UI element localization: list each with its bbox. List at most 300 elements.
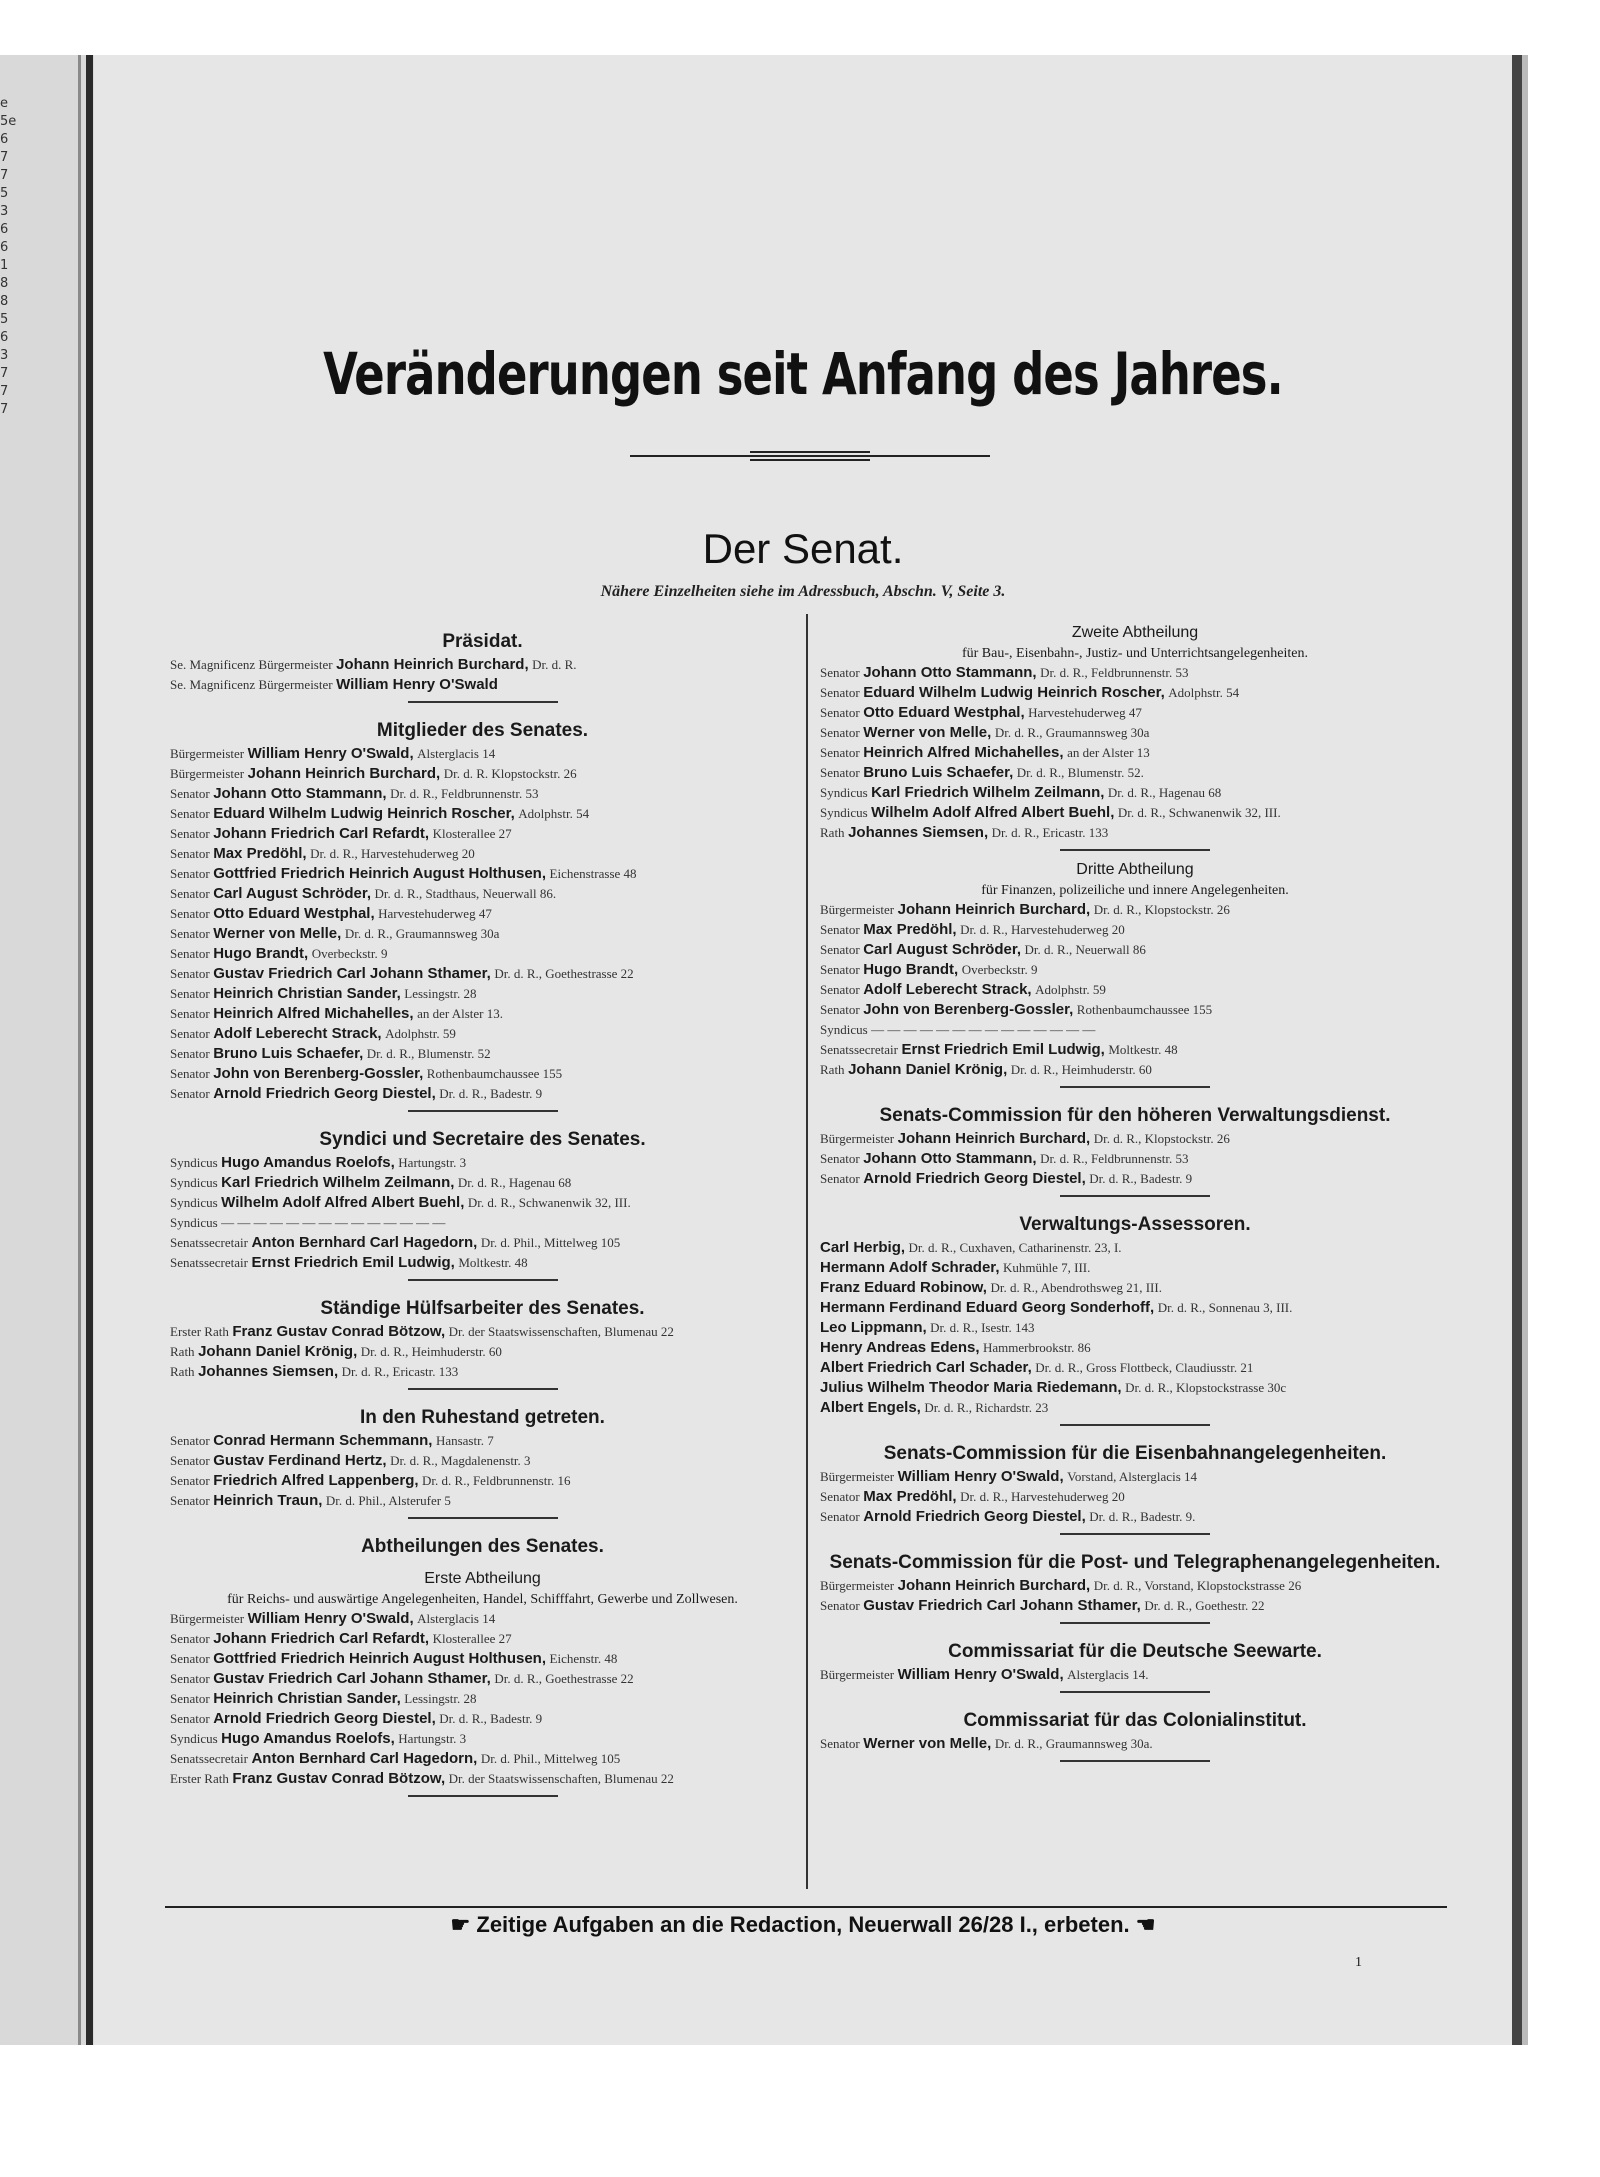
margin-number: 3 bbox=[0, 204, 9, 219]
entry-name: Gustav Friedrich Carl Johann Sthamer, bbox=[213, 965, 491, 982]
entry-detail: Alsterglacis 14. bbox=[1067, 1667, 1149, 1682]
entry-role: Syndicus bbox=[170, 1731, 218, 1746]
entry-name: Johann Heinrich Burchard, bbox=[897, 1130, 1091, 1147]
section-rule bbox=[1060, 1424, 1210, 1426]
entry-role: Senator bbox=[170, 966, 210, 981]
entry-detail: Dr. d. R., Ericastr. 133 bbox=[341, 1364, 459, 1379]
margin-number: 6 bbox=[0, 330, 9, 345]
directory-entry bbox=[170, 1629, 795, 1649]
directory-entry bbox=[820, 1734, 1450, 1754]
margin-number: 1 bbox=[0, 258, 9, 273]
directory-entry bbox=[170, 944, 795, 964]
entry-name: Ernst Friedrich Emil Ludwig, bbox=[251, 1254, 455, 1271]
entry-name: Johann Friedrich Carl Refardt, bbox=[213, 825, 430, 842]
entry-role: Senatssecretair bbox=[170, 1255, 248, 1270]
entry-name: Johann Otto Stammann, bbox=[213, 785, 387, 802]
entry-role: Rath bbox=[170, 1344, 195, 1359]
directory-entry bbox=[170, 675, 795, 695]
entry-detail: Dr. d. R., Graumannsweg 30a bbox=[994, 725, 1150, 740]
directory-entry bbox=[170, 1729, 795, 1749]
entry-detail: Dr. d. Phil., Mittelweg 105 bbox=[480, 1235, 621, 1250]
entry-role: Senator bbox=[170, 946, 210, 961]
entry-detail: Dr. d. R., Heimhuderstr. 60 bbox=[1010, 1062, 1152, 1077]
directory-entry bbox=[820, 1060, 1450, 1080]
entry-detail: Adolphstr. 59 bbox=[385, 1026, 456, 1041]
section-heading: Mitglieder des Senates. bbox=[376, 720, 589, 741]
margin-number: 3 bbox=[0, 348, 9, 363]
entry-name: Gustav Ferdinand Hertz, bbox=[213, 1452, 387, 1469]
entry-detail: Dr. d. R., Vorstand, Klopstockstrasse 26 bbox=[1093, 1578, 1302, 1593]
directory-entry bbox=[170, 1322, 795, 1342]
entry-detail: Dr. d. R., Isestr. 143 bbox=[930, 1320, 1035, 1335]
directory-entry bbox=[820, 763, 1450, 783]
entry-name: Carl Herbig, bbox=[820, 1239, 906, 1256]
entry-role: Senator bbox=[170, 846, 210, 861]
entry-name: Hugo Brandt, bbox=[863, 961, 959, 978]
margin-number: 6 bbox=[0, 240, 9, 255]
directory-entry bbox=[170, 1749, 795, 1769]
entry-role: Senator bbox=[820, 922, 860, 937]
entry-name: Johannes Siemsen, bbox=[198, 1363, 339, 1380]
entry-role: Bürgermeister bbox=[820, 1469, 895, 1484]
entry-role: Erster Rath bbox=[170, 1771, 229, 1786]
entry-role: Senator bbox=[170, 806, 210, 821]
entry-role: Senator bbox=[170, 826, 210, 841]
entry-detail: Hammerbrookstr. 86 bbox=[983, 1340, 1091, 1355]
section-rule bbox=[1060, 1691, 1210, 1693]
entry-role: Bürgermeister bbox=[820, 902, 895, 917]
entry-detail: Dr. d. R. Klopstockstr. 26 bbox=[443, 766, 577, 781]
entry-detail: Overbeckstr. 9 bbox=[311, 946, 388, 961]
entry-name: William Henry O'Swald, bbox=[897, 1666, 1064, 1683]
entry-role: Senator bbox=[820, 942, 860, 957]
ornament-rule-lower bbox=[750, 459, 870, 461]
entry-detail: Dr. d. R., Stadthaus, Neuerwall 86. bbox=[374, 886, 557, 901]
directory-entry bbox=[820, 1258, 1450, 1278]
entry-detail: Dr. d. R., Sonnenau 3, III. bbox=[1157, 1300, 1293, 1315]
entry-role: Senator bbox=[820, 1489, 860, 1504]
directory-entry bbox=[170, 1084, 795, 1104]
entry-detail: Dr. d. R., Feldbrunnenstr. 16 bbox=[422, 1473, 571, 1488]
section-description: für Reichs- und auswärtige Angelegenheiten, Handel, Schifffahrt, Gewerbe und Zollwesen. bbox=[227, 1592, 738, 1607]
directory-entry bbox=[170, 1193, 795, 1213]
entry-name: Max Predöhl, bbox=[863, 1488, 957, 1505]
directory-entry bbox=[820, 1378, 1450, 1398]
entry-detail: Adolphstr. 54 bbox=[1168, 685, 1240, 700]
directory-entry bbox=[170, 744, 795, 764]
margin-number: e bbox=[0, 96, 8, 111]
entry-role: Senator bbox=[170, 1453, 210, 1468]
directory-entry bbox=[820, 900, 1450, 920]
entry-detail: Dr. d. R., Schwanenwik 32, III. bbox=[467, 1195, 631, 1210]
directory-entry bbox=[170, 1491, 795, 1511]
entry-detail: Dr. d. R., Feldbrunnenstr. 53 bbox=[390, 786, 539, 801]
directory-entry bbox=[820, 823, 1450, 843]
entry-name: William Henry O'Swald, bbox=[247, 745, 414, 762]
section-heading: Abtheilungen des Senates. bbox=[361, 1536, 604, 1557]
entry-name: Friedrich Alfred Lappenberg, bbox=[213, 1472, 419, 1489]
section-rule bbox=[1060, 1086, 1210, 1088]
senat-heading: Der Senat. bbox=[702, 525, 904, 572]
entry-detail: Dr. d. R., Ericastr. 133 bbox=[991, 825, 1109, 840]
entry-name: Werner von Melle, bbox=[863, 724, 992, 741]
entry-name: William Henry O'Swald, bbox=[247, 1610, 414, 1627]
entry-name: Leo Lippmann, bbox=[820, 1319, 927, 1336]
entry-role: Senatssecretair bbox=[170, 1751, 248, 1766]
directory-entry bbox=[820, 803, 1450, 823]
entry-name: Johann Heinrich Burchard, bbox=[336, 656, 529, 673]
entry-name: John von Berenberg-Gossler, bbox=[213, 1065, 424, 1082]
entry-name: Albert Friedrich Carl Schader, bbox=[820, 1359, 1032, 1376]
entry-role: Senator bbox=[170, 1651, 210, 1666]
entry-name: Conrad Hermann Schemmann, bbox=[213, 1432, 433, 1449]
entry-role: Senator bbox=[170, 886, 210, 901]
entry-name: Johann Otto Stammann, bbox=[863, 664, 1037, 681]
entry-name: Max Predöhl, bbox=[863, 921, 957, 938]
entry-name: Werner von Melle, bbox=[863, 1735, 992, 1752]
entry-role: Bürgermeister bbox=[820, 1131, 895, 1146]
entry-role: Senator bbox=[820, 1509, 860, 1524]
directory-entry bbox=[170, 1709, 795, 1729]
entry-detail: Dr. d. R. bbox=[532, 657, 577, 672]
directory-entry bbox=[170, 924, 795, 944]
entry-name: Johann Heinrich Burchard, bbox=[247, 765, 441, 782]
entry-role: Senator bbox=[820, 705, 860, 720]
entry-role: Erster Rath bbox=[170, 1324, 229, 1339]
pointing-hand-icon: ☛ bbox=[450, 1912, 471, 1937]
entry-role: Bürgermeister bbox=[170, 1611, 245, 1626]
margin-number: 6 bbox=[0, 132, 9, 147]
entry-detail: Dr. d. Phil., Alsterufer 5 bbox=[325, 1493, 451, 1508]
entry-role: Senator bbox=[820, 725, 860, 740]
entry-detail: Dr. d. R., Harvestehuderweg 20 bbox=[960, 1489, 1125, 1504]
directory-entry bbox=[820, 1169, 1450, 1189]
entry-role: Rath bbox=[820, 825, 845, 840]
directory-entry bbox=[820, 1576, 1450, 1596]
entry-detail: Dr. d. R., Badestr. 9 bbox=[439, 1086, 543, 1101]
entry-detail: Dr. d. R., Abendrothsweg 21, III. bbox=[990, 1280, 1162, 1295]
section-rule bbox=[408, 1110, 558, 1112]
entry-detail: Dr. d. R., Klopstockstrasse 30c bbox=[1125, 1380, 1287, 1395]
page-edge-shadow bbox=[1522, 55, 1528, 2045]
directory-entry bbox=[820, 920, 1450, 940]
section-rule bbox=[1060, 849, 1210, 851]
entry-detail: Dr. d. R., Klopstockstr. 26 bbox=[1093, 1131, 1230, 1146]
directory-entry bbox=[170, 1471, 795, 1491]
margin-number: 8 bbox=[0, 294, 9, 309]
entry-detail: Eichenstrasse 48 bbox=[549, 866, 637, 881]
entry-detail: Dr. d. R., Badestr. 9 bbox=[439, 1711, 543, 1726]
entry-role: Syndicus bbox=[170, 1175, 218, 1190]
entry-name: Hermann Ferdinand Eduard Georg Sonderhoff, bbox=[820, 1299, 1155, 1316]
entry-detail: Dr. d. R., Harvestehuderweg 20 bbox=[960, 922, 1125, 937]
directory-entry bbox=[820, 960, 1450, 980]
entry-detail: Dr. d. R., Harvestehuderweg 20 bbox=[310, 846, 475, 861]
entry-name: Werner von Melle, bbox=[213, 925, 342, 942]
directory-entry bbox=[170, 1362, 795, 1382]
directory-entry bbox=[820, 1298, 1450, 1318]
directory-entry bbox=[170, 984, 795, 1004]
entry-role: Senator bbox=[170, 906, 210, 921]
entry-detail: Dr. d. R., Graumannsweg 30a bbox=[344, 926, 500, 941]
entry-name: Johann Otto Stammann, bbox=[863, 1150, 1037, 1167]
page-title: Veränderungen seit Anfang des Jahres. bbox=[323, 340, 1283, 408]
entry-detail: Vorstand, Alsterglacis 14 bbox=[1067, 1469, 1197, 1484]
directory-entry bbox=[170, 1431, 795, 1451]
entry-name: Johannes Siemsen, bbox=[848, 824, 989, 841]
entry-name: Gustav Friedrich Carl Johann Sthamer, bbox=[213, 1670, 491, 1687]
entry-detail: Dr. d. R., Goethestrasse 22 bbox=[494, 1671, 634, 1686]
entry-detail: Dr. d. R., Neuerwall 86 bbox=[1024, 942, 1146, 957]
directory-entry bbox=[170, 1004, 795, 1024]
directory-entry bbox=[170, 1153, 795, 1173]
entry-role: Senatssecretair bbox=[170, 1235, 248, 1250]
entry-name: Johann Daniel Krönig, bbox=[198, 1343, 358, 1360]
directory-entry bbox=[820, 1278, 1450, 1298]
entry-detail: Dr. d. R., Heimhuderstr. 60 bbox=[360, 1344, 502, 1359]
entry-role: Senator bbox=[170, 1631, 210, 1646]
entry-role: Senator bbox=[170, 926, 210, 941]
entry-role: Syndicus bbox=[820, 1022, 868, 1037]
margin-number: 8 bbox=[0, 276, 9, 291]
directory-entry bbox=[820, 1338, 1450, 1358]
section-rule bbox=[408, 1795, 558, 1797]
entry-detail: Adolphstr. 59 bbox=[1035, 982, 1106, 997]
stray-mark: 1 bbox=[1355, 1955, 1362, 1970]
section-subheading: Erste Abtheilung bbox=[424, 1570, 541, 1587]
entry-name: Albert Engels, bbox=[820, 1399, 921, 1416]
entry-name: Adolf Leberecht Strack, bbox=[863, 981, 1032, 998]
book-spine-line bbox=[78, 55, 81, 2045]
directory-entry bbox=[820, 1358, 1450, 1378]
entry-name: Hugo Amandus Roelofs, bbox=[221, 1154, 395, 1171]
entry-name: Arnold Friedrich Georg Diestel, bbox=[863, 1170, 1086, 1187]
entry-name: Heinrich Alfred Michahelles, bbox=[213, 1005, 414, 1022]
entry-name: Heinrich Christian Sander, bbox=[213, 1690, 401, 1707]
section-heading: Syndici und Secretaire des Senates. bbox=[319, 1129, 646, 1150]
directory-entry bbox=[170, 1649, 795, 1669]
entry-detail: Rothenbaumchaussee 155 bbox=[1076, 1002, 1213, 1017]
left-column bbox=[170, 614, 795, 1801]
entry-detail: Alsterglacis 14 bbox=[417, 746, 496, 761]
section-heading: In den Ruhestand getreten. bbox=[360, 1407, 605, 1428]
entry-role: Senator bbox=[820, 1151, 860, 1166]
directory-entry bbox=[170, 764, 795, 784]
entry-detail: Dr. d. R., Badestr. 9 bbox=[1089, 1171, 1193, 1186]
entry-name: William Henry O'Swald bbox=[336, 676, 498, 693]
entry-role: Syndicus bbox=[170, 1195, 218, 1210]
directory-entry bbox=[820, 980, 1450, 1000]
entry-role: Senator bbox=[170, 1086, 210, 1101]
entry-detail: Dr. d. R., Richardstr. 23 bbox=[924, 1400, 1049, 1415]
entry-role: Senator bbox=[820, 962, 860, 977]
entry-name: Johann Daniel Krönig, bbox=[848, 1061, 1008, 1078]
entry-role: Senator bbox=[170, 1066, 210, 1081]
entry-role: Bürgermeister bbox=[170, 766, 245, 781]
entry-detail: Hartungstr. 3 bbox=[398, 1731, 467, 1746]
entry-role: Senator bbox=[170, 986, 210, 1001]
section-description: für Finanzen, polizeiliche und innere Angelegenheiten. bbox=[981, 883, 1289, 898]
entry-detail: Klosterallee 27 bbox=[432, 826, 512, 841]
directory-entry bbox=[820, 1596, 1450, 1616]
entry-role: Bürgermeister bbox=[170, 746, 245, 761]
directory-entry bbox=[820, 1507, 1450, 1527]
adjacent-page-margin bbox=[0, 95, 16, 419]
entry-detail: — — — — — — — — — — — — — — bbox=[871, 1022, 1096, 1037]
entry-name: Julius Wilhelm Theodor Maria Riedemann, bbox=[820, 1379, 1122, 1396]
entry-name: William Henry O'Swald, bbox=[897, 1468, 1064, 1485]
entry-detail: Dr. d. R., Graumannsweg 30a. bbox=[994, 1736, 1153, 1751]
entry-detail: Dr. d. R., Feldbrunnenstr. 53 bbox=[1040, 1151, 1189, 1166]
entry-name: Ernst Friedrich Emil Ludwig, bbox=[901, 1041, 1105, 1058]
entry-detail: Harvestehuderweg 47 bbox=[378, 906, 492, 921]
entry-name: Karl Friedrich Wilhelm Zeilmann, bbox=[221, 1174, 455, 1191]
section-rule bbox=[408, 1517, 558, 1519]
entry-detail: Dr. d. R., Badestr. 9. bbox=[1089, 1509, 1196, 1524]
section-rule bbox=[1060, 1760, 1210, 1762]
entry-name: Gustav Friedrich Carl Johann Sthamer, bbox=[863, 1597, 1141, 1614]
entry-detail: Hartungstr. 3 bbox=[398, 1155, 467, 1170]
entry-detail: Dr. d. R., Klopstockstr. 26 bbox=[1093, 902, 1230, 917]
entry-role: Senator bbox=[170, 1691, 210, 1706]
entry-detail: Dr. d. R., Blumenstr. 52 bbox=[366, 1046, 491, 1061]
entry-name: Carl August Schröder, bbox=[863, 941, 1022, 958]
entry-detail: an der Alster 13 bbox=[1067, 745, 1150, 760]
entry-role: Senator bbox=[820, 665, 860, 680]
entry-detail: Overbeckstr. 9 bbox=[961, 962, 1038, 977]
directory-entry bbox=[820, 1467, 1450, 1487]
entry-role: Senator bbox=[820, 1171, 860, 1186]
entry-name: Franz Gustav Conrad Bötzow, bbox=[232, 1323, 446, 1340]
entry-detail: Dr. d. R., Goethestr. 22 bbox=[1144, 1598, 1265, 1613]
section-heading: Commissariat für das Colonialinstitut. bbox=[963, 1710, 1307, 1731]
entry-name: Arnold Friedrich Georg Diestel, bbox=[863, 1508, 1086, 1525]
entry-role: Senator bbox=[170, 786, 210, 801]
footer-note bbox=[94, 1912, 1512, 1938]
entry-name: Arnold Friedrich Georg Diestel, bbox=[213, 1085, 436, 1102]
directory-entry bbox=[170, 1769, 795, 1789]
entry-detail: Dr. d. R., Goethestrasse 22 bbox=[494, 966, 634, 981]
directory-entry bbox=[170, 1024, 795, 1044]
entry-name: Henry Andreas Edens, bbox=[820, 1339, 980, 1356]
entry-name: Gottfried Friedrich Heinrich August Holthusen, bbox=[213, 865, 547, 882]
section-heading: Senats-Commission für die Post- und Telegraphenangelegenheiten. bbox=[829, 1552, 1441, 1573]
entry-role: Syndicus bbox=[820, 785, 868, 800]
entry-detail: Kuhmühle 7, III. bbox=[1003, 1260, 1091, 1275]
section-subheading: Zweite Abtheilung bbox=[1071, 624, 1199, 641]
entry-name: Anton Bernhard Carl Hagedorn, bbox=[251, 1750, 478, 1767]
entry-role: Senator bbox=[820, 982, 860, 997]
page-edge bbox=[1512, 55, 1522, 2045]
entry-role: Bürgermeister bbox=[820, 1578, 895, 1593]
directory-entry bbox=[820, 1129, 1450, 1149]
entry-role: Senator bbox=[170, 866, 210, 881]
entry-name: Johann Heinrich Burchard, bbox=[897, 901, 1091, 918]
section-rule bbox=[1060, 1195, 1210, 1197]
directory-entry bbox=[170, 784, 795, 804]
directory-entry bbox=[170, 1253, 795, 1273]
pointing-hand-left-icon: ☚ bbox=[1135, 1912, 1156, 1937]
directory-entry bbox=[820, 703, 1450, 723]
entry-role: Senator bbox=[170, 1046, 210, 1061]
entry-detail: Hansastr. 7 bbox=[435, 1433, 494, 1448]
entry-name: Otto Eduard Westphal, bbox=[863, 704, 1025, 721]
entry-name: Adolf Leberecht Strack, bbox=[213, 1025, 382, 1042]
entry-role: Senator bbox=[820, 745, 860, 760]
section-heading: Verwaltungs-Assessoren. bbox=[1019, 1214, 1251, 1235]
column-divider bbox=[806, 614, 808, 1889]
entry-detail: Dr. d. R., Blumenstr. 52. bbox=[1016, 765, 1144, 780]
directory-entry bbox=[170, 1233, 795, 1253]
section-heading: Commissariat für die Deutsche Seewarte. bbox=[948, 1641, 1322, 1662]
entry-name: Eduard Wilhelm Ludwig Heinrich Roscher, bbox=[213, 805, 515, 822]
entry-role: Syndicus bbox=[170, 1155, 218, 1170]
entry-role: Rath bbox=[170, 1364, 195, 1379]
entry-role: Senator bbox=[820, 1002, 860, 1017]
entry-detail: Lessingstr. 28 bbox=[404, 1691, 477, 1706]
entry-detail: Rothenbaumchaussee 155 bbox=[426, 1066, 563, 1081]
margin-number: 6 bbox=[0, 222, 9, 237]
section-heading: Präsidat. bbox=[442, 631, 523, 652]
directory-entry bbox=[170, 964, 795, 984]
entry-detail: Dr. d. R., Schwanenwik 32, III. bbox=[1117, 805, 1281, 820]
entry-name: Hugo Amandus Roelofs, bbox=[221, 1730, 395, 1747]
entry-role: Bürgermeister bbox=[820, 1667, 895, 1682]
entry-name: Bruno Luis Schaefer, bbox=[213, 1045, 364, 1062]
entry-detail: Eichenstr. 48 bbox=[549, 1651, 618, 1666]
entry-name: Wilhelm Adolf Alfred Albert Buehl, bbox=[221, 1194, 465, 1211]
section-rule bbox=[408, 1388, 558, 1390]
entry-name: Heinrich Christian Sander, bbox=[213, 985, 401, 1002]
entry-detail: an der Alster 13. bbox=[417, 1006, 503, 1021]
ornament-rule bbox=[630, 455, 990, 457]
margin-number: 5e bbox=[0, 114, 17, 129]
entry-role: Senator bbox=[170, 1006, 210, 1021]
directory-entry bbox=[170, 1689, 795, 1709]
entry-name: Arnold Friedrich Georg Diestel, bbox=[213, 1710, 436, 1727]
entry-name: Johann Friedrich Carl Refardt, bbox=[213, 1630, 430, 1647]
directory-entry bbox=[170, 864, 795, 884]
entry-detail: Dr. d. R., Gross Flottbeck, Claudiusstr. 21 bbox=[1035, 1360, 1254, 1375]
entry-name: Karl Friedrich Wilhelm Zeilmann, bbox=[871, 784, 1105, 801]
directory-entry bbox=[820, 940, 1450, 960]
entry-role: Syndicus bbox=[170, 1215, 218, 1230]
directory-entry bbox=[820, 1318, 1450, 1338]
entry-role: Senator bbox=[820, 765, 860, 780]
entry-role: Senatssecretair bbox=[820, 1042, 898, 1057]
section-heading: Senats-Commission für den höheren Verwaltungsdienst. bbox=[879, 1105, 1391, 1126]
directory-entry bbox=[170, 1064, 795, 1084]
entry-role: Senator bbox=[820, 1736, 860, 1751]
entry-name: Johann Heinrich Burchard, bbox=[897, 1577, 1091, 1594]
directory-entry bbox=[820, 1398, 1450, 1418]
margin-number: 5 bbox=[0, 312, 9, 327]
entry-role: Senator bbox=[820, 685, 860, 700]
entry-detail: Dr. d. R., Hagenau 68 bbox=[1107, 785, 1222, 800]
entry-name: Wilhelm Adolf Alfred Albert Buehl, bbox=[871, 804, 1115, 821]
margin-number: 7 bbox=[0, 366, 9, 381]
entry-role: Senator bbox=[820, 1598, 860, 1613]
directory-entry bbox=[820, 1149, 1450, 1169]
directory-entry bbox=[170, 884, 795, 904]
entry-detail: Klosterallee 27 bbox=[432, 1631, 512, 1646]
entry-detail: Adolphstr. 54 bbox=[518, 806, 590, 821]
directory-entry bbox=[820, 683, 1450, 703]
entry-role: Senator bbox=[170, 1433, 210, 1448]
entry-detail: Dr. d. R., Cuxhaven, Catharinenstr. 23, I. bbox=[908, 1240, 1122, 1255]
entry-detail: Moltkestr. 48 bbox=[1108, 1042, 1178, 1057]
directory-entry bbox=[170, 904, 795, 924]
